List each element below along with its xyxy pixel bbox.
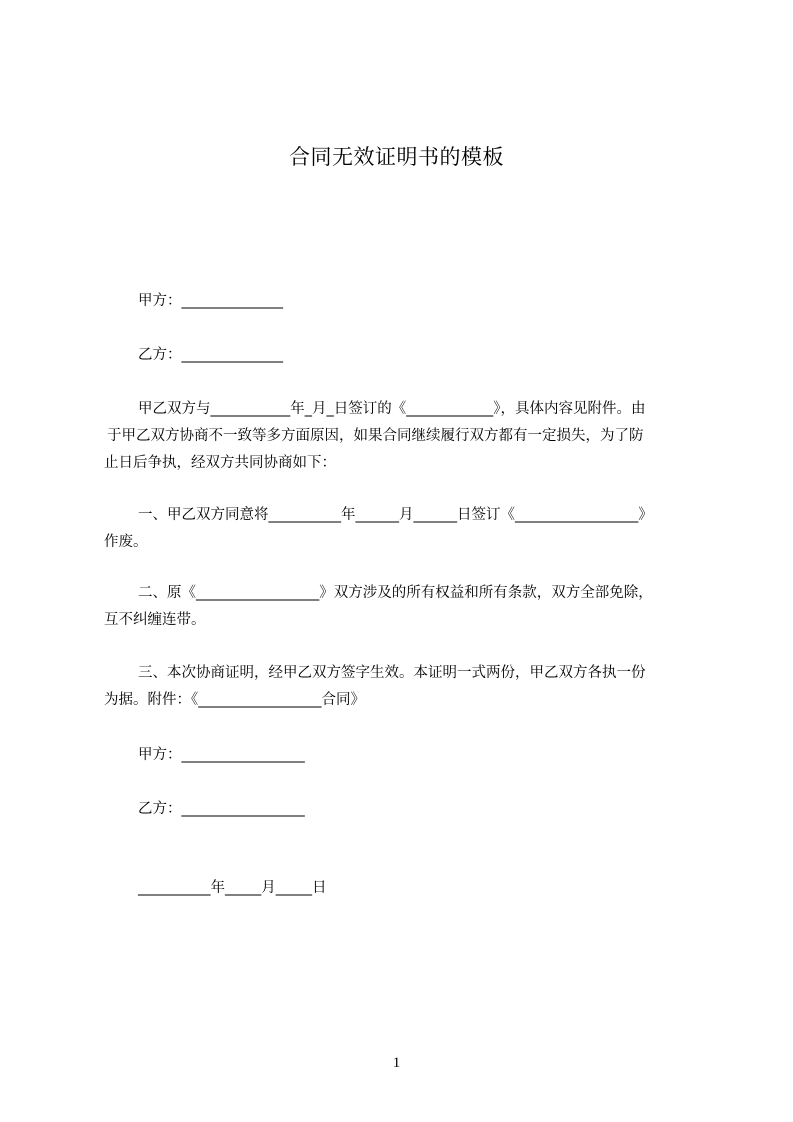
clause-2-line-1: 二、原《_________________》双方涉及的所有权益和所有条款，双方全部免除， [138, 585, 653, 601]
document-title: 合同无效证明书的模板 [289, 145, 504, 169]
page-number: 1 [392, 1055, 401, 1071]
clause-3-line-2: 为据。附件：《_________________合同》 [104, 692, 365, 708]
party-a-top-line: 甲方：______________ [138, 293, 283, 309]
clause-1-paragraph [104, 502, 704, 556]
party-b-top-line: 乙方：______________ [138, 347, 283, 363]
clause-2-paragraph [104, 580, 704, 634]
intro-line-2: 于甲乙双方协商不一致等多方面原因，如果合同继续履行双方都有一定损失，为了防 [107, 428, 644, 444]
date-line: __________年_____月_____日 [138, 880, 327, 896]
clause-3-paragraph [104, 660, 704, 714]
intro-paragraph [104, 396, 704, 477]
clause-1-line-1: 一、甲乙双方同意将__________年______月______日签订《_________________》 [138, 507, 653, 523]
intro-line-1: 甲乙双方与___________年_月_日签订的《____________》，具体内容见附件。由 [138, 401, 646, 417]
clause-1-line-2: 作废。 [104, 534, 148, 550]
intro-line-3: 止日后争执，经双方共同协商如下： [104, 455, 336, 471]
clause-2-line-2: 互不纠缠连带。 [104, 612, 206, 628]
clause-3-line-1: 三、本次协商证明，经甲乙双方签字生效。本证明一式两份，甲乙双方各执一份 [138, 665, 646, 681]
party-b-sign-line: 乙方：_________________ [138, 801, 305, 817]
party-a-sign-line: 甲方：_________________ [138, 747, 305, 763]
